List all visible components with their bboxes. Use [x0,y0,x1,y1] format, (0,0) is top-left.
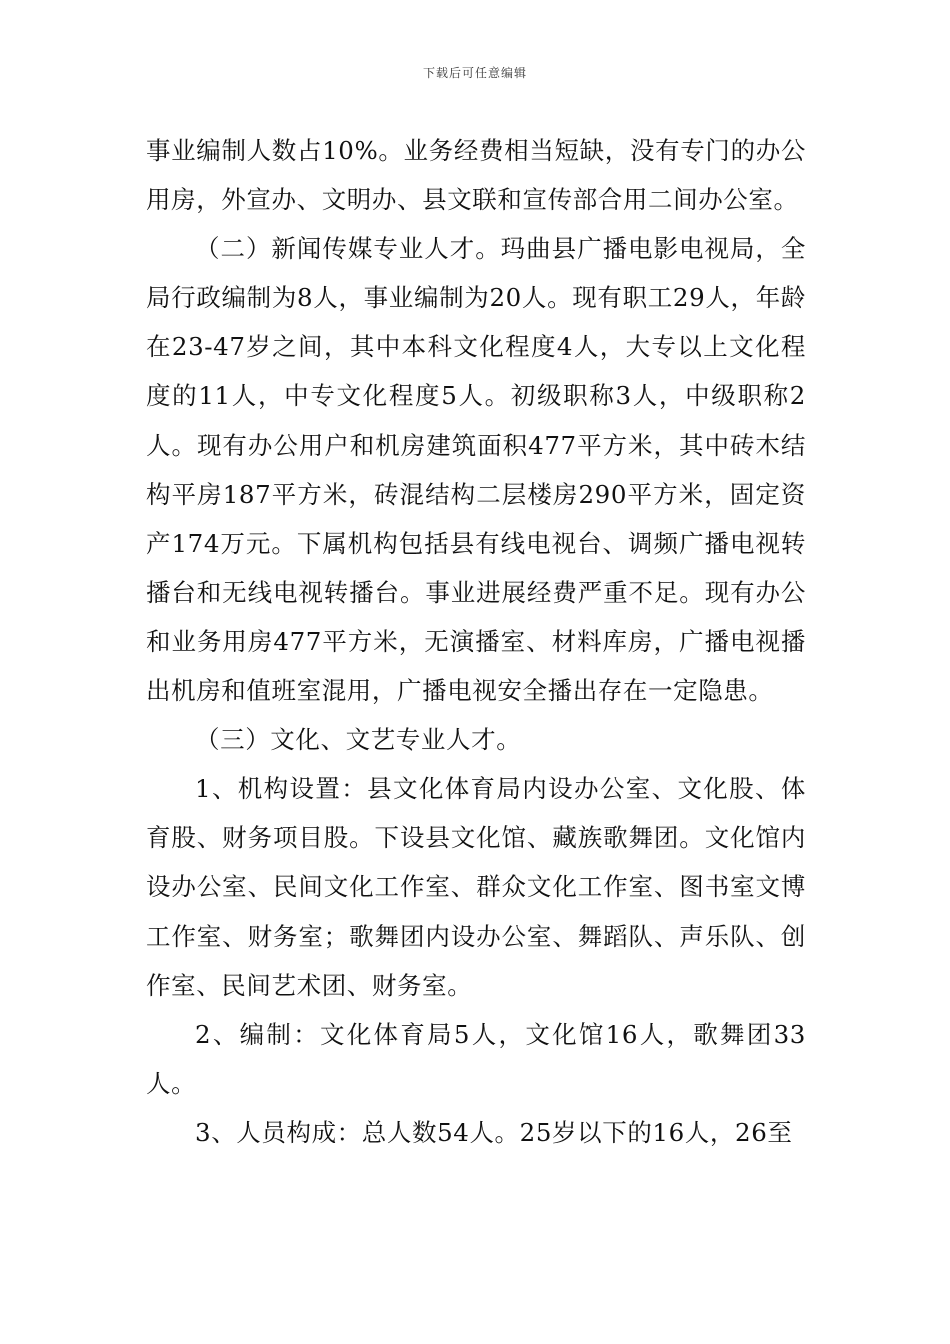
paragraph-staff-quota: 2、编制：文化体育局5人，文化馆16人，歌舞团33人。 [146,1019,806,1098]
page-header: 下载后可任意编辑 [422,66,527,80]
paragraph-news-media-talent: （二）新闻传媒专业人才。玛曲县广播电影电视局，全局行政编制为8人，事业编制为20人。现有职工29人，年龄在23-47岁之间，其中本科文化程度4人，大专以上文化程度的11人，中专文化程度5人。初级职称3人，中级职称2人。现有办公用户和机房建筑面积477平方米，其中砖木结构平房187平方米，砖混结构二层楼房290平方米，固定资产174万元。下属机构包括县有线电视台、调频广播电视转播台和无线电视转播台。事业进展经费严重不足。现有办公和业务用房477平方米，无演播室、材料库房，广播电视播出机房和值班室混用，广播电视安全播出存在一定隐患。 [146,234,806,706]
paragraph-personnel-composition: 3、人员构成：总人数54人。25岁以下的16人，26至 [195,1117,793,1147]
paragraph-culture-talent-heading: （三）文化、文艺专业人才。 [195,725,522,755]
paragraph-staffing-funding: 事业编制人数占10%。业务经费相当短缺，没有专门的办公用房，外宣办、文明办、县文联和宣传部合用二间办公室。 [146,136,806,215]
document-body [146,126,806,1157]
paragraph-organization-setup: 1、机构设置：县文化体育局内设办公室、文化股、体育股、财务项目股。下设县文化馆、藏族歌舞团。文化馆内设办公室、民间文化工作室、群众文化工作室、图书室文博工作室、财务室；歌舞团内设办公室、舞蹈队、声乐队、创作室、民间艺术团、财务室。 [146,774,806,1000]
